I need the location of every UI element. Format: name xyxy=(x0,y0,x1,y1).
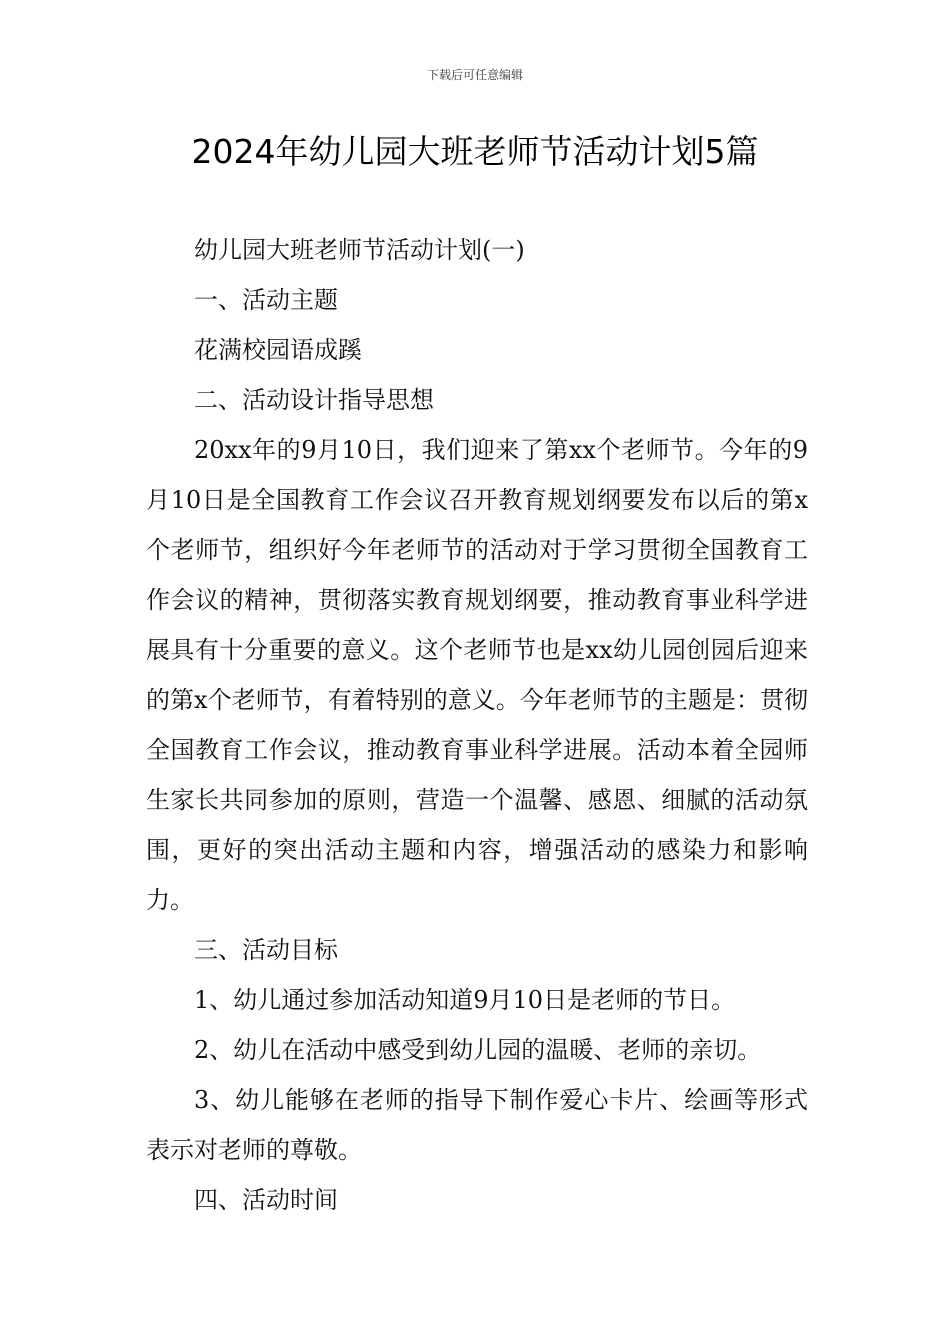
paragraph-guiding-idea: 20xx年的9月10日，我们迎来了第xx个老师节。今年的9月10日是全国教育工作会议召开教育规划纲要发布以后的第x个老师节，组织好今年老师节的活动对于学习贯彻全国教育工作会议的精神，贯彻落实教育规划纲要，推动教育事业科学进展具有十分重要的意义。这个老师节也是xx幼儿园创园后迎来的第x个老师节，有着特别的意义。今年老师节的主题是：贯彻全国教育工作会议，推动教育事业科学进展。活动本着全园师生家长共同参加的原则，营造一个温馨、感恩、细腻的活动氛围，更好的突出活动主题和内容，增强活动的感染力和影响力。 xyxy=(146,436,808,914)
section-heading-theme: 一、活动主题 xyxy=(194,286,338,314)
list-item-goal-1: 1、幼儿通过参加活动知道9月10日是老师的节日。 xyxy=(194,986,736,1014)
paragraph-theme: 花满校园语成蹊 xyxy=(194,336,362,364)
section-heading-guiding-idea: 二、活动设计指导思想 xyxy=(194,386,434,414)
document-body xyxy=(146,225,808,1225)
header-note: 下载后可任意编辑 xyxy=(426,68,523,82)
section-heading-goals: 三、活动目标 xyxy=(194,936,338,964)
paragraph-subtitle: 幼儿园大班老师节活动计划(一) xyxy=(194,236,525,264)
list-item-goal-3: 3、幼儿能够在老师的指导下制作爱心卡片、绘画等形式表示对老师的尊敬。 xyxy=(146,1086,808,1164)
document-title: 2024年幼儿园大班老师节活动计划5篇 xyxy=(191,132,759,171)
section-heading-time: 四、活动时间 xyxy=(194,1186,338,1214)
list-item-goal-2: 2、幼儿在活动中感受到幼儿园的温暖、老师的亲切。 xyxy=(194,1036,762,1064)
